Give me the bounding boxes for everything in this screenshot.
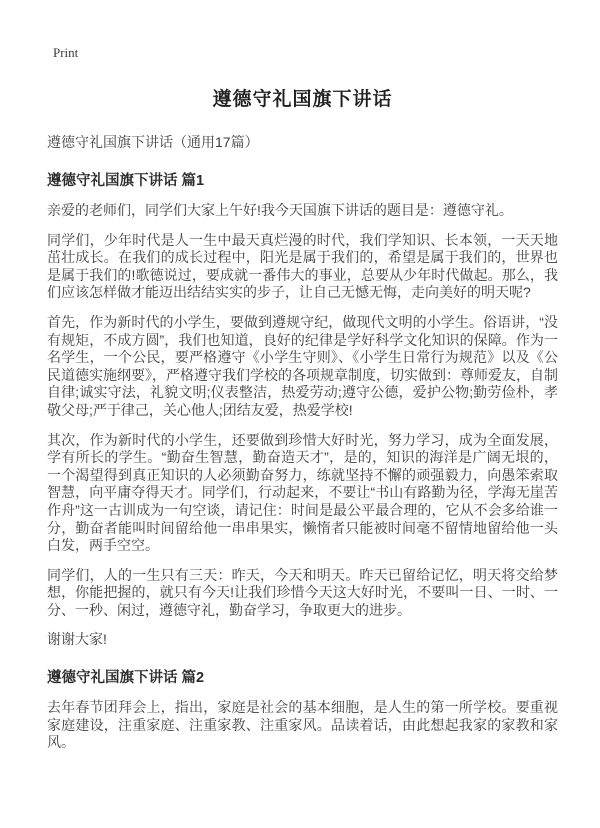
paragraph: 同学们，人的一生只有三天：昨天，今天和明天。昨天已留给记忆，明天将交给梦想，你能把握的，就只有今天!让我们珍惜今天这大好时光，不要叫一日、一时、一分、一秒、闲过，遵德守礼，勤奋学习，争取更大的进步。 (47, 566, 558, 618)
paragraph: 首先，作为新时代的小学生，要做到遵规守纪，做现代文明的小学生。俗语讲，“没有规矩，不成方圆”，我们也知道，良好的纪律是学好科学文化知识的保障。作为一名学生，一个公民，要严格遵守《小学生守则》、《小学生日常行为规范》以及《公民道德实施纲要》，严格遵守我们学校的各项规章制度，切实做到：尊师爱友，自制自律;诚实守法，礼貌文明;仪表整洁，热爱劳动;遵守公德，爱护公物;勤劳俭朴，孝敬父母;严于律己，关心他人;团结友爱，热爱学校! (47, 313, 558, 418)
section-heading-part1: 遵德守礼国旗下讲话 篇1 (47, 173, 205, 189)
print-link[interactable]: Print (53, 45, 79, 60)
closing-thanks: 谢谢大家! (47, 631, 107, 648)
document-subtitle: 遵德守礼国旗下讲话（通用17篇） (47, 134, 259, 150)
paragraph: 其次，作为新时代的小学生，还要做到珍惜大好时光，努力学习，成为全面发展，学有所长的学生。“勤奋生智慧，勤奋造天才”，是的，知识的海洋是广阔无垠的，一个渴望得到真正知识的人必须勤奋努力，练就坚持不懈的顽强毅力，向愚笨索取智慧，向平庸夺得天才。同学们，行动起来，不要让“书山有路勤为径，学海无崖苦作舟”这一古训成为一句空谈，请记住：时间是最公平最合理的，它从不会多给谁一分，勤奋者能叫时间留给他一串串果实，懒惰者只能被时间毫不留情地留给他一头白发，两手空空。 (47, 431, 558, 554)
section-heading-part2: 遵德守礼国旗下讲话 篇2 (47, 670, 205, 687)
page-title: 遵德守礼国旗下讲话 (212, 89, 393, 110)
paragraph: 同学们，少年时代是人一生中最天真烂漫的时代，我们学知识、长本领，一天天地茁壮成长。在我们的成长过程中，阳光是属于我们的，希望是属于我们的，世界也是属于我们的!歌德说过，要成就一番伟大的事业，总要从少年时代做起。那么，我们应该怎样做才能迈出结结实实的步子，让自己无憾无悔，走向美好的明天呢? (47, 231, 558, 301)
paragraph: 亲爱的老师们，同学们大家上午好!我今天国旗下讲话的题目是：遵德守礼。 (47, 202, 513, 218)
paragraph: 去年春节团拜会上，指出，家庭是社会的基本细胞，是人生的第一所学校。要重视家庭建设，注重家庭、注重家教、注重家风。品读着话，由此想起我家的家教和家风。 (47, 699, 558, 751)
